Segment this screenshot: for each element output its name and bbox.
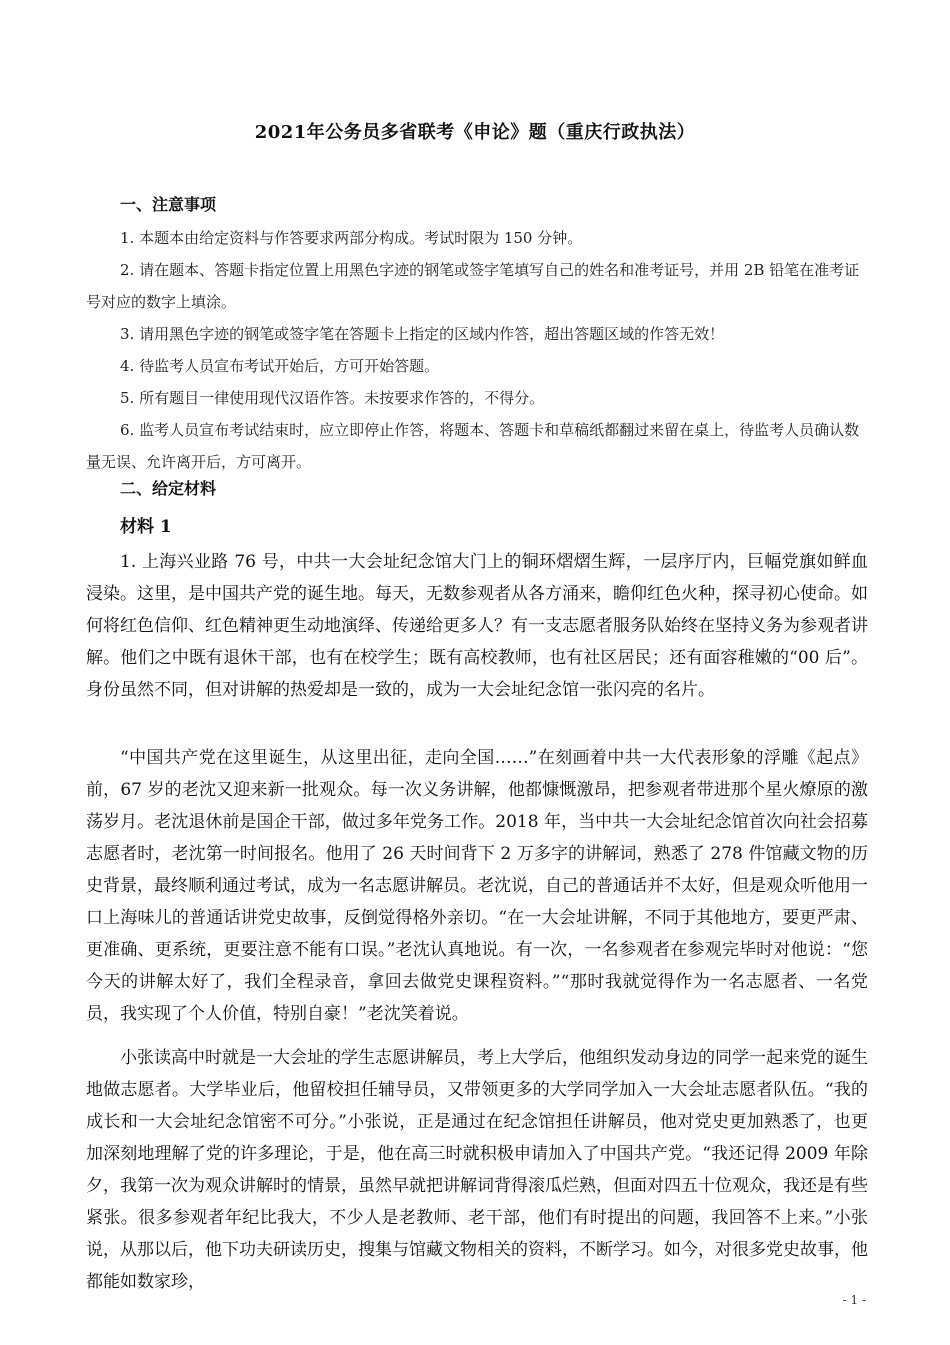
- document-title: 2021年公务员多省联考《申论》题（重庆行政执法）: [254, 122, 696, 143]
- material-paragraph: 小张读高中时就是一大会址的学生志愿讲解员，考上大学后，他组织发动身边的同学一起来党的诞生地做志愿者。大学毕业后，他留校担任辅导员，又带领更多的大学同学加入一大会址志愿者队伍。“我的成长和一大会址纪念馆密不可分。”小张说，正是通过在纪念馆担任讲解员，他对党史更加熟悉了，也更加深刻地理解了党的许多理论，于是，他在高三时就积极申请加入了中国共产党。“我还记得 2009 年除夕，我第一次为观众讲解时的情景，虽然早就把讲解词背得滚瓜烂熟，但面对四五十位观众，我还是有些紧张。很多参观者年纪比我大，不少人是老教师、老干部，他们有时提出的问题，我回答不上来。”小张说，从那以后，他下功夫研读历史，搜集与馆藏文物相关的资料，不断学习。如今，对很多党史故事，他都能如数家珍，: [86, 1048, 868, 1292]
- notice-item: 3. 请用黑色字迹的钢笔或签字笔在答题卡上指定的区域内作答，超出答题区域的作答无效！: [120, 325, 725, 343]
- page-number: - 1 -: [842, 1293, 866, 1307]
- notice-item: 1. 本题本由给定资料与作答要求两部分构成。考试时限为 150 分钟。: [120, 229, 583, 247]
- material-title: 材料 1: [120, 517, 172, 537]
- section-heading-notices: 一、注意事项: [120, 195, 217, 214]
- notice-item: 2. 请在题本、答题卡指定位置上用黑色字迹的钢笔或签字笔填写自己的姓名和准考证号，并用 2B 铅笔在准考证号对应的数字上填涂。: [86, 261, 860, 311]
- notice-item: 5. 所有题目一律使用现代汉语作答。未按要求作答的，不得分。: [120, 389, 545, 407]
- notice-item: 6. 监考人员宣布考试结束时，应立即停止作答，将题本、答题卡和草稿纸都翻过来留在桌上，待监考人员确认数量无误、允许离开后，方可离开。: [86, 421, 860, 471]
- material-paragraph: “中国共产党在这里诞生，从这里出征，走向全国……”在刻画着中共一大代表形象的浮雕《起点》前，67 岁的老沈又迎来新一批观众。每一次义务讲解，他都慷慨激昂，把参观者带进那个星火燎原的激荡岁月。老沈退休前是国企干部，做过多年党务工作。2018 年，当中共一大会址纪念馆首次向社会招募志愿者时，老沈第一时间报名。他用了 26 天时间背下 2 万多字的讲解词，熟悉了 278 件馆藏文物的历史背景，最终顺利通过考试，成为一名志愿讲解员。老沈说，自己的普通话并不太好，但是观众听他用一口上海味儿的普通话讲党史故事，反倒觉得格外亲切。“在一大会址讲解，不同于其他地方，要更严肃、更准确、更系统，更要注意不能有口误。”老沈认真地说。有一次，一名参观者在参观完毕时对他说：“您今天的讲解太好了，我们全程录音，拿回去做党史课程资料。”“那时我就觉得作为一名志愿者、一名党员，我实现了个人价值，特别自豪！”老沈笑着说。: [86, 748, 868, 1024]
- section-heading-materials: 二、给定材料: [120, 479, 217, 498]
- material-paragraph: 1. 上海兴业路 76 号，中共一大会址纪念馆大门上的铜环熠熠生辉，一层序厅内，巨幅党旗如鲜血浸染。这里，是中国共产党的诞生地。每天，无数参观者从各方涌来，瞻仰红色火种，探寻初心使命。如何将红色信仰、红色精神更生动地演绎、传递给更多人？有一支志愿者服务队始终在坚持义务为参观者讲解。他们之中既有退休干部，也有在校学生；既有高校教师，也有社区居民；还有面容稚嫩的“00 后”。身份虽然不同，但对讲解的热爱却是一致的，成为一大会址纪念馆一张闪亮的名片。: [86, 552, 868, 700]
- notice-item: 4. 待监考人员宣布考试开始后，方可开始答题。: [120, 357, 440, 375]
